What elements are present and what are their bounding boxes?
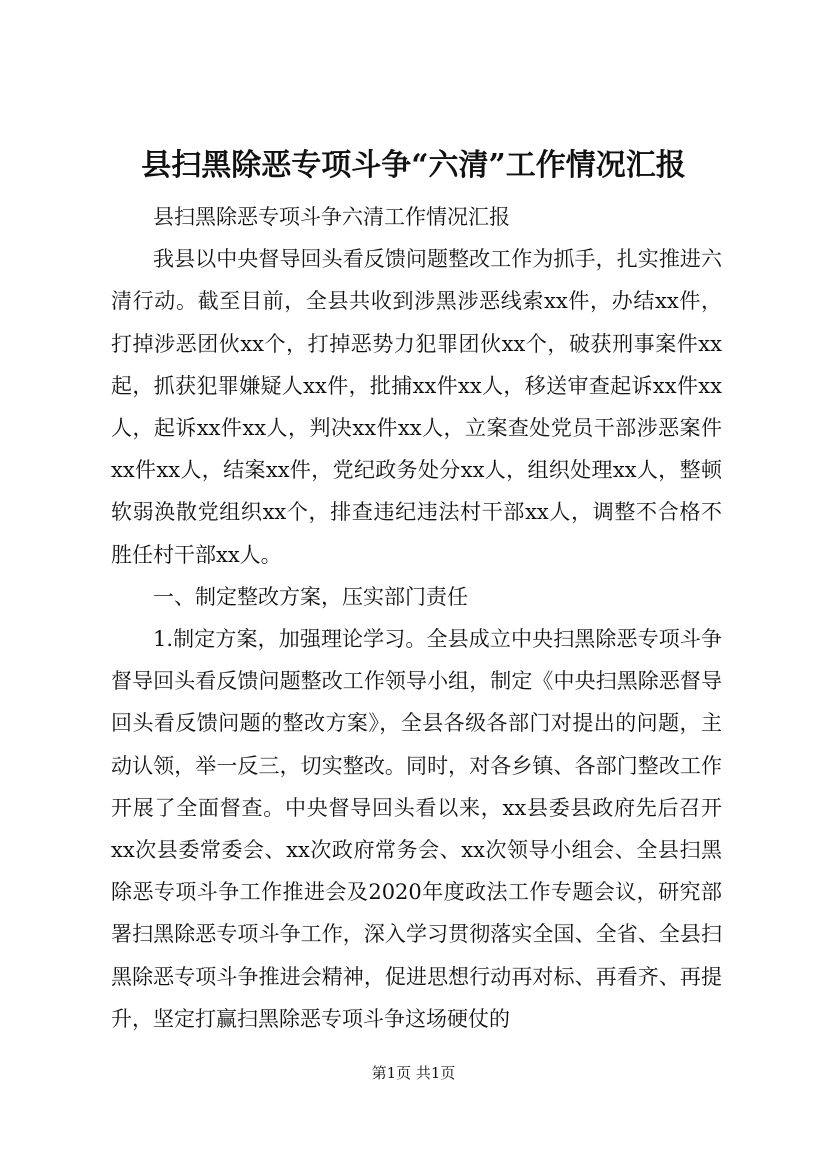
section-heading: 一、制定整改方案，压实部门责任 [153,584,468,609]
paragraph-plan: 1.制定方案，加强理论学习。全县成立中央扫黑除恶专项斗争督导回头看反馈问题整改工作领导小组，制定《中央扫黑除恶督导回头看反馈问题的整改方案》，全县各级各部门对提出的问题，主动认领，举一反三，切实整改。同时，对各乡镇、各部门整改工作开展了全面督查。中央督导回头看以来，xx县委县政府先后召开xx次县委常委会、xx次政府常务会、xx次领导小组会、全县扫黑除恶专项斗争工作推进会及2020年度政法工作专题会议，研究部署扫黑除恶专项斗争工作，深入学习贯彻落实全国、全省、全县扫黑除恶专项斗争推进会精神，促进思想行动再对标、再看齐、再提升，坚定打赢扫黑除恶专项斗争这场硬仗的 [111,627,722,1031]
paragraph-summary: 我县以中央督导回头看反馈问题整改工作为抓手，扎实推进六清行动。截至目前，全县共收到涉黑涉恶线索xx件，办结xx件，打掉涉恶团伙xx个，打掉恶势力犯罪团伙xx个，破获刑事案件xx起，抓获犯罪嫌疑人xx件，批捕xx件xx人，移送审查起诉xx件xx人，起诉xx件xx人，判决xx件xx人，立案查处党员干部涉恶案件xx件xx人，结案xx件，党纪政务处分xx人，组织处理xx人，整顿软弱涣散党组织xx个，排查违纪违法村干部xx人，调整不合格不胜任村干部xx人。 [111,247,722,567]
document-body [111,196,722,1040]
document-title: 县扫黑除恶专项斗争“六清”工作情况汇报 [141,148,686,183]
page-footer: 第1页 共1页 [371,1064,456,1082]
paragraph-subtitle: 县扫黑除恶专项斗争六清工作情况汇报 [153,205,510,229]
